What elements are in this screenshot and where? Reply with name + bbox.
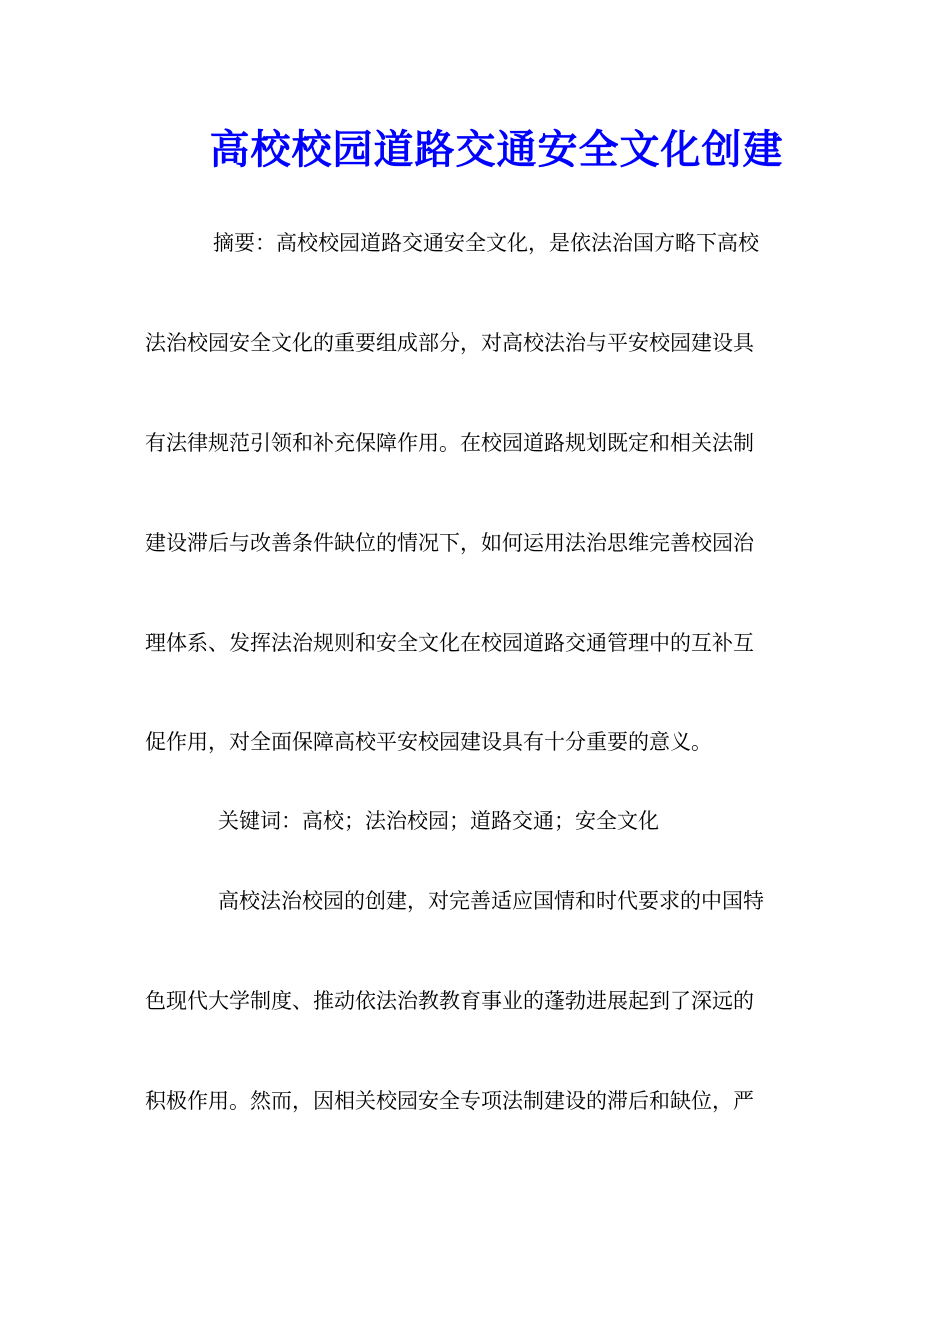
body-line: 积极作用。然而，因相关校园安全专项法制建设的滞后和缺位，严 <box>145 1089 754 1113</box>
body-line: 高校法治校园的创建，对完善适应国情和时代要求的中国特 <box>218 889 764 913</box>
abstract-line: 建设滞后与改善条件缺位的情况下，如何运用法治思维完善校园治 <box>145 531 754 555</box>
abstract-line: 摘要：高校校园道路交通安全文化，是依法治国方略下高校 <box>213 231 759 255</box>
document-title: 高校校园道路交通安全文化创建 <box>209 126 784 173</box>
abstract-line: 理体系、发挥法治规则和安全文化在校园道路交通管理中的互补互 <box>145 631 754 655</box>
abstract-line: 有法律规范引领和补充保障作用。在校园道路规划既定和相关法制 <box>145 431 754 455</box>
keywords-line: 关键词：高校；法治校园；道路交通；安全文化 <box>218 809 659 833</box>
abstract-line: 促作用，对全面保障高校平安校园建设具有十分重要的意义。 <box>145 730 712 754</box>
body-line: 色现代大学制度、推动依法治教教育事业的蓬勃进展起到了深远的 <box>145 989 754 1013</box>
abstract-line: 法治校园安全文化的重要组成部分，对高校法治与平安校园建设具 <box>145 331 754 355</box>
